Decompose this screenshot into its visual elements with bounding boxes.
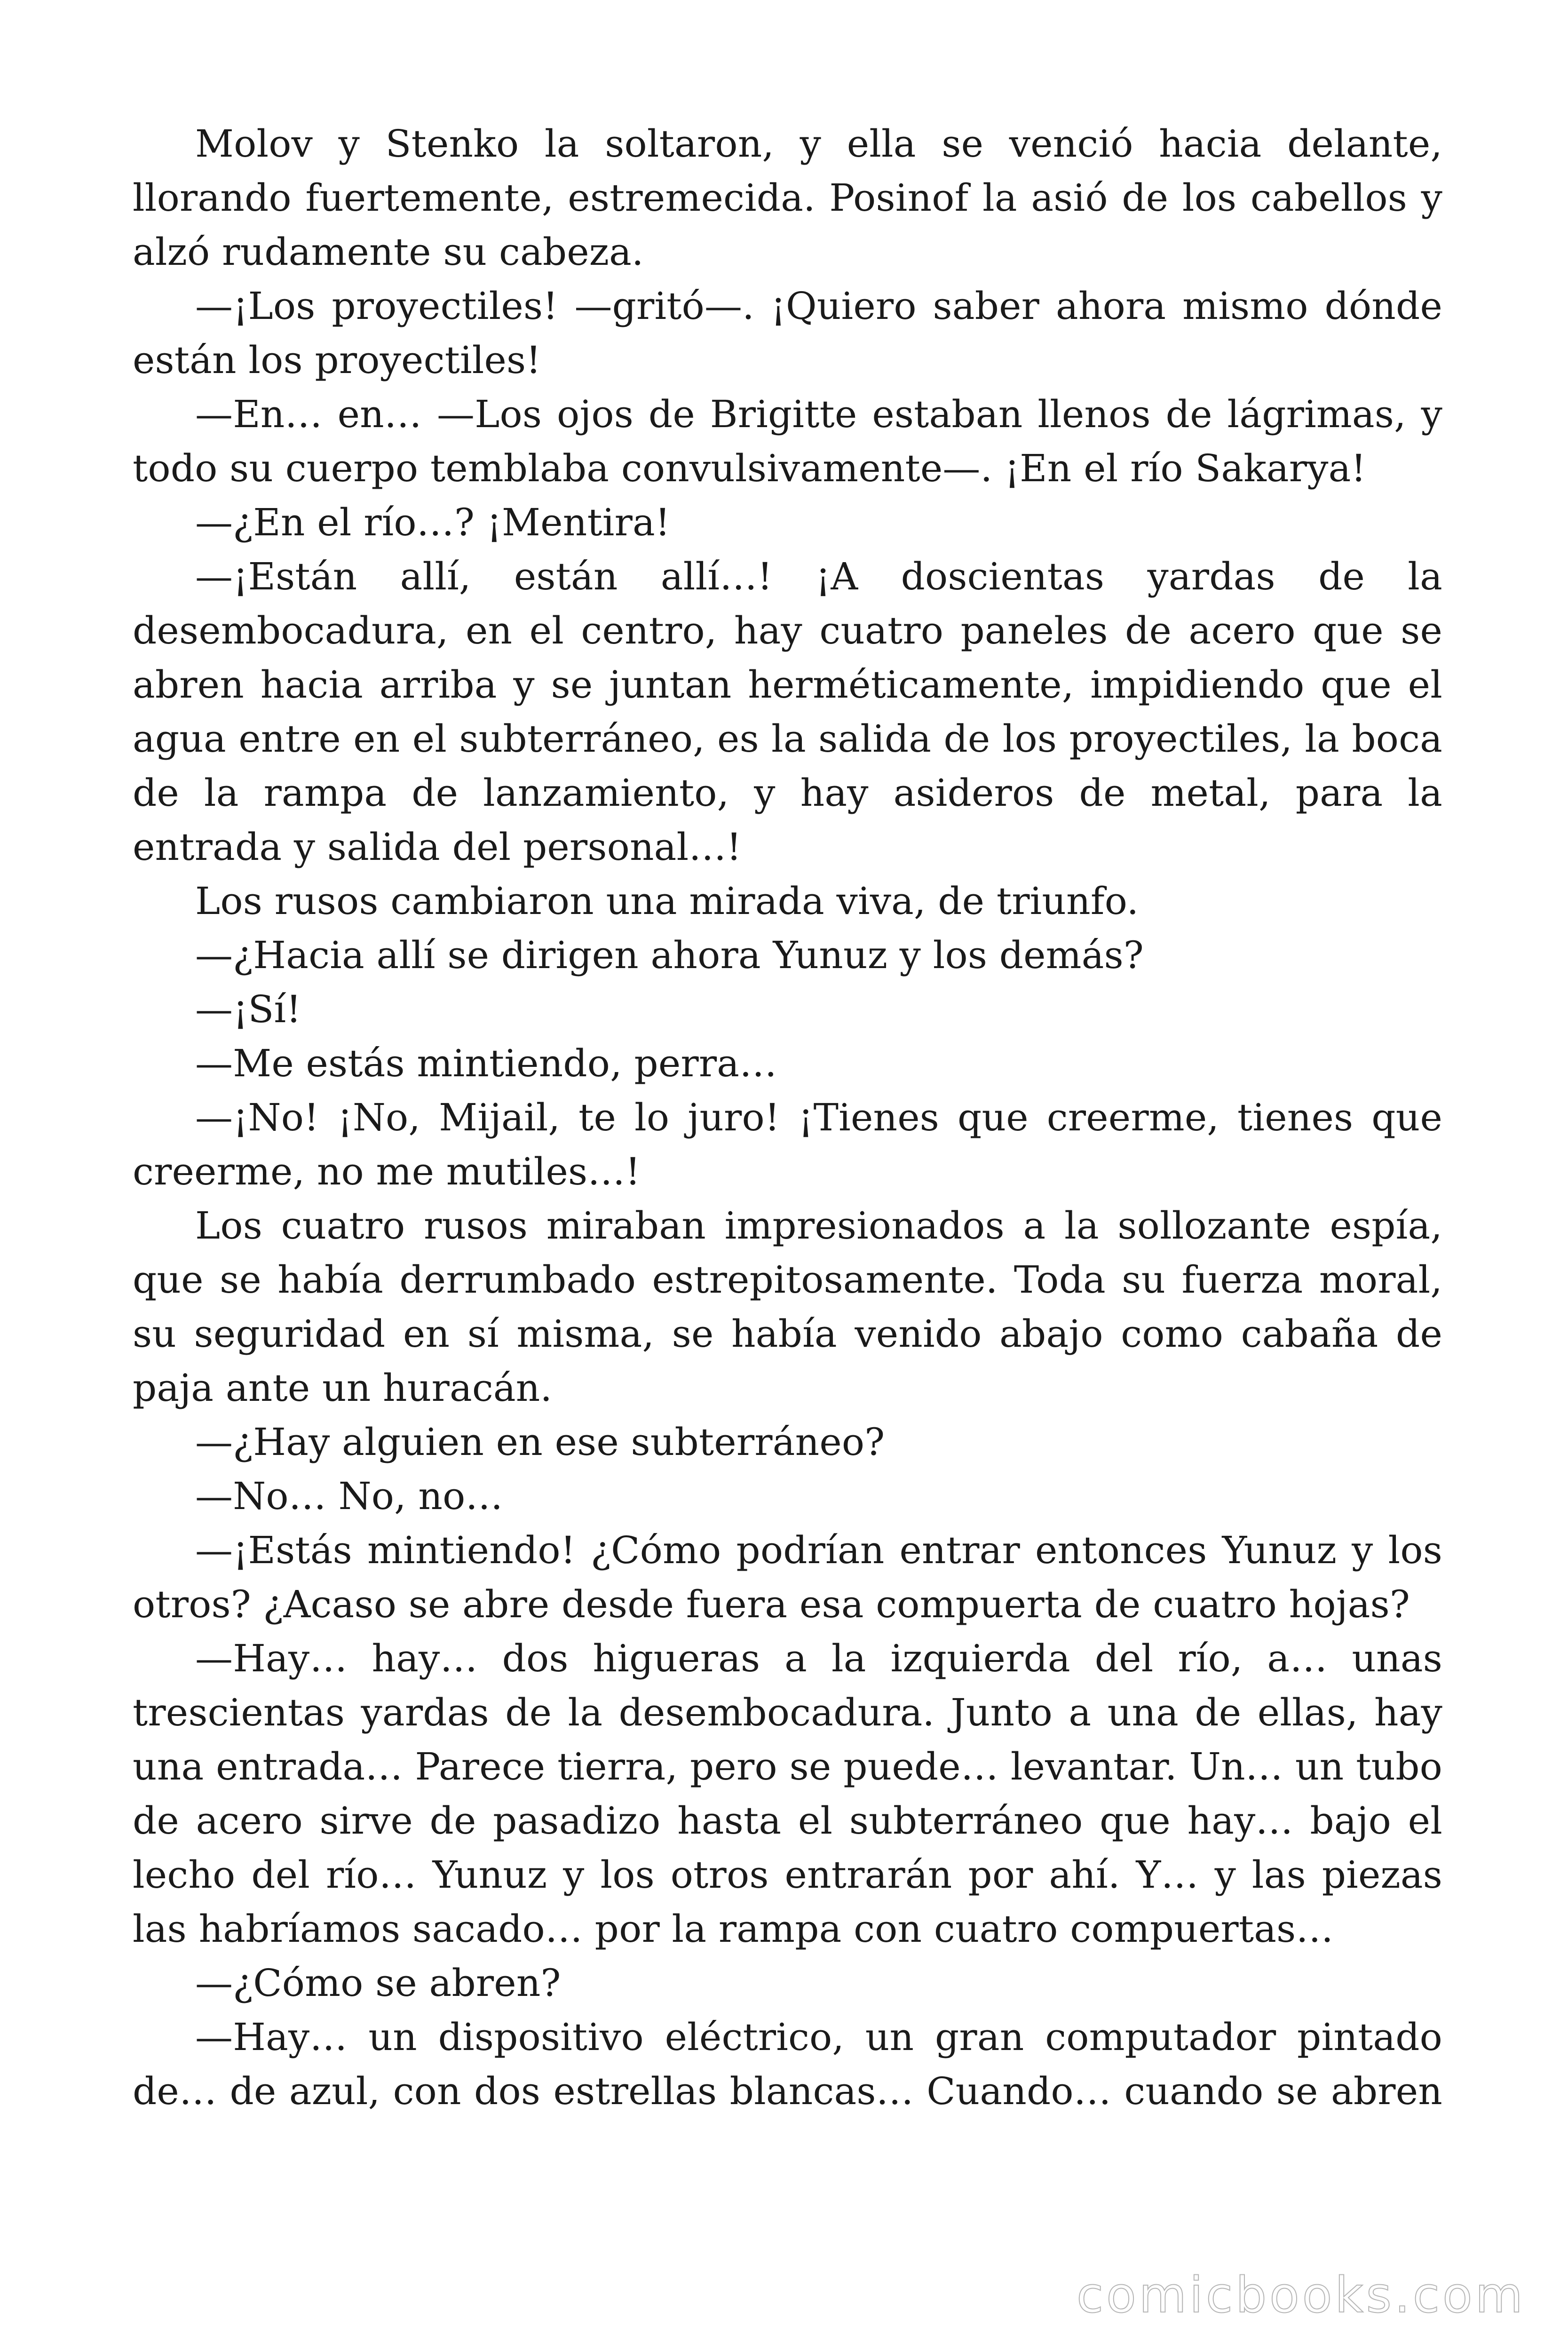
paragraph: —¿Hay alguien en ese subterráneo? xyxy=(195,1420,885,1464)
paragraph-last: —Hay… un dispositivo eléctrico, un gran computador pintado de… de azul, con dos estrellas blancas… Cuando… cuando se abren xyxy=(133,2015,1442,2113)
paragraph: —¡Los proyectiles! —gritó—. ¡Quiero saber ahora mismo dónde están los proyectiles! xyxy=(133,284,1442,382)
paragraph: —En… en… —Los ojos de Brigitte estaban llenos de lágrimas, y todo su cuerpo temblaba convulsivamente—. ¡En el río Sakarya! xyxy=(133,392,1442,490)
watermark: comicbooks.com xyxy=(1076,2266,1526,2324)
paragraph: Los cuatro rusos miraban impresionados a la sollozante espía, que se había derrumbado estrepitosamente. Toda su fuerza moral, su seguridad en sí misma, se había venido abajo como cabaña de paja ante un huracán. xyxy=(133,1204,1442,1410)
paragraph: —Hay… hay… dos higueras a la izquierda del río, a… unas trescientas yardas de la desembocadura. Junto a una de ellas, hay una entrada… Parece tierra, pero se puede… levantar. Un… un tubo de acero sirve de pasadizo hasta el subterráneo que hay… bajo el lecho del río… Yunuz y los otros entrarán por ahí. Y… y las piezas las habríamos sacado… por la rampa con cuatro compuertas… xyxy=(133,1637,1442,1951)
paragraph: —¡Sí! xyxy=(195,987,301,1031)
paragraph: —¡Están allí, están allí…! ¡A doscientas yardas de la desembocadura, en el centro, hay cuatro paneles de acero que se abren hacia arriba y se juntan herméticamente, impidiendo que el agua entre en el subterráneo, es la salida de los proyectiles, la boca de la rampa de lanzamiento, y hay asideros de metal, para la entrada y salida del personal…! xyxy=(133,555,1442,869)
paragraph: —No… No, no… xyxy=(195,1474,503,1518)
paragraph: —¿En el río…? ¡Mentira! xyxy=(195,501,671,544)
page-text xyxy=(133,117,1442,2118)
paragraph: Molov y Stenko la soltaron, y ella se venció hacia delante, llorando fuertemente, estremecida. Posinof la asió de los cabellos y alzó rudamente su cabeza. xyxy=(133,122,1442,274)
paragraph: —¿Cómo se abren? xyxy=(195,1961,561,2005)
paragraph: —¿Hacia allí se dirigen ahora Yunuz y los demás? xyxy=(195,933,1144,977)
paragraph: —¡No! ¡No, Mijail, te lo juro! ¡Tienes que creerme, tienes que creerme, no me mutiles…! xyxy=(133,1096,1442,1193)
paragraph: Los rusos cambiaron una mirada viva, de triunfo. xyxy=(195,879,1139,923)
paragraph: —Me estás mintiendo, perra… xyxy=(195,1041,777,1085)
paragraph: —¡Estás mintiendo! ¿Cómo podrían entrar entonces Yunuz y los otros? ¿Acaso se abre desde fuera esa compuerta de cuatro hojas? xyxy=(133,1528,1442,1626)
